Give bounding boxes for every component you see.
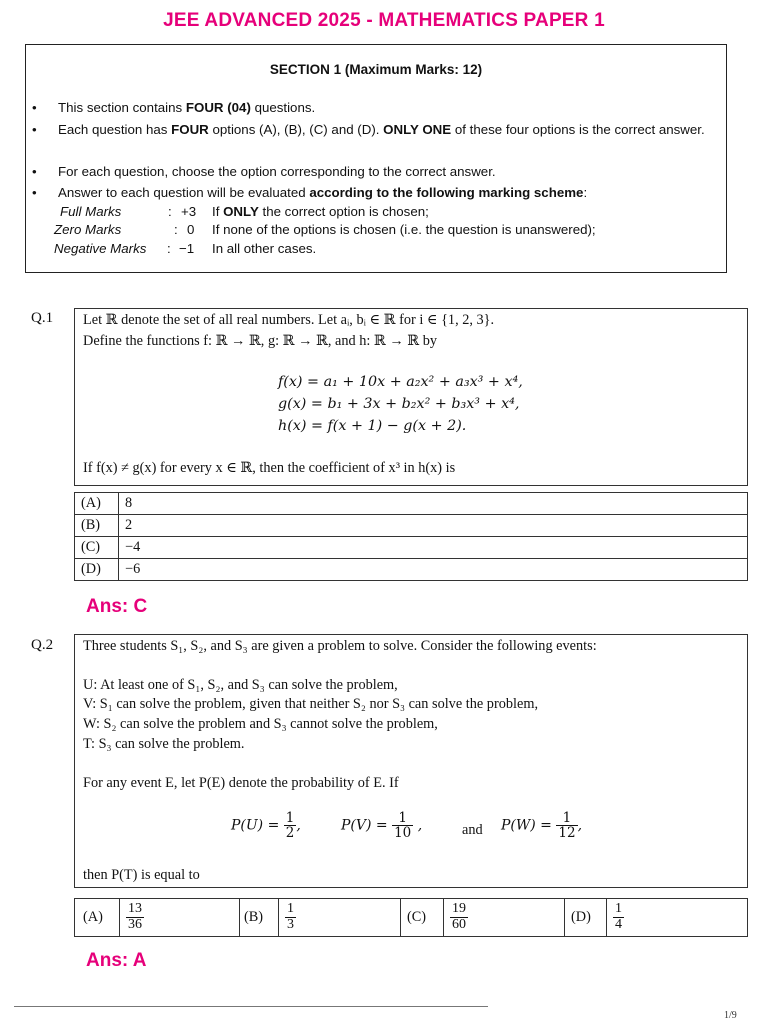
section-instructions-box <box>25 44 727 273</box>
page-number: 1/9 <box>724 1010 737 1021</box>
equation-g: g(x) = b₁ + 3x + b₂x² + b₃x³ + x⁴, <box>278 396 520 412</box>
bullet-icon: • <box>32 122 37 137</box>
question-1-box <box>74 308 748 486</box>
page-title: JEE ADVANCED 2025 - MATHEMATICS PAPER 1 <box>163 10 605 31</box>
probability-v: P(V) = $\frac{1}{10}$ , <box>341 810 423 842</box>
equation-h: h(x) = f(x + 1) − g(x + 2). <box>278 418 467 434</box>
options-table <box>74 898 748 937</box>
marking-scheme-row: Zero Marks : 0 If none of the options is chosen (i.e. the question is unanswered); <box>54 222 596 237</box>
event-t: T: S₃ can solve the problem. <box>83 736 245 752</box>
question-text: then P(T) is equal to <box>83 867 200 883</box>
event-u: U: At least one of S₁, S₂, and S₃ can solve the problem, <box>83 677 398 693</box>
option-row[interactable]: (D) −6 <box>75 559 748 581</box>
and-text: and <box>462 822 483 838</box>
option-row[interactable]: (A) 8 <box>75 493 748 515</box>
option-value[interactable]: $\frac{1}{4}$ <box>607 899 748 937</box>
question-text: Define the functions f: ℝ → ℝ, g: ℝ → ℝ, and h: ℝ → ℝ by <box>83 333 438 349</box>
equation-f: f(x) = a₁ + 10x + a₂x² + a₃x³ + x⁴, <box>278 374 523 390</box>
options-table <box>74 492 748 581</box>
event-v: V: S₁ can solve the problem, given that neither S₂ nor S₃ can solve the problem, <box>83 696 539 712</box>
marking-scheme-row: Negative Marks : −1 In all other cases. <box>54 241 317 256</box>
event-w: W: S₂ can solve the problem and S₃ cannot solve the problem, <box>83 716 438 732</box>
question-text: For any event E, let P(E) denote the probability of E. If <box>83 775 399 791</box>
option-key[interactable]: (C) <box>401 899 444 937</box>
footer-divider <box>14 1006 488 1007</box>
instruction-bullet: • Each question has FOUR options (A), (B), (C) and (D). ONLY ONE of these four options is the correct answer. <box>32 119 722 140</box>
question-number: Q.1 <box>31 310 54 326</box>
option-key[interactable]: (B) <box>240 899 279 937</box>
marking-scheme-row: Full Marks : +3 If ONLY the correct option is chosen; <box>60 204 429 219</box>
option-key[interactable]: (D) <box>565 899 607 937</box>
probability-w: P(W) = $\frac{1}{12}$ , <box>501 810 583 842</box>
question-text: Three students S₁, S₂, and S₃ are given a problem to solve. Consider the following events: <box>83 638 597 654</box>
instruction-bullet: • Answer to each question will be evaluated according to the following marking scheme: <box>32 182 722 203</box>
answer-label: Ans: A <box>86 950 147 971</box>
option-key[interactable]: (A) <box>75 899 120 937</box>
question-number: Q.2 <box>31 637 54 653</box>
bullet-icon: • <box>32 185 37 200</box>
answer-label: Ans: C <box>86 596 148 617</box>
instruction-bullet: • For each question, choose the option corresponding to the correct answer. <box>32 161 722 182</box>
bullet-icon: • <box>32 100 37 115</box>
question-2-box <box>74 634 748 888</box>
option-value[interactable]: $\frac{19}{60}$ <box>444 899 565 937</box>
option-value[interactable]: $\frac{1}{3}$ <box>279 899 401 937</box>
probability-u: P(U) = $\frac{1}{2}$ , <box>231 810 301 842</box>
section-heading: SECTION 1 (Maximum Marks: 12) <box>269 62 483 77</box>
option-row[interactable]: (B) 2 <box>75 515 748 537</box>
instruction-bullet: • This section contains FOUR (04) questions. <box>32 97 722 118</box>
option-row[interactable]: (C) −4 <box>75 537 748 559</box>
question-text: If f(x) ≠ g(x) for every x ∈ ℝ, then the coefficient of x³ in h(x) is <box>83 460 456 476</box>
option-value[interactable]: $\frac{13}{36}$ <box>120 899 240 937</box>
question-text: Let ℝ denote the set of all real numbers. Let aᵢ, bᵢ ∈ ℝ for i ∈ {1, 2, 3}. <box>83 312 495 328</box>
bullet-icon: • <box>32 164 37 179</box>
